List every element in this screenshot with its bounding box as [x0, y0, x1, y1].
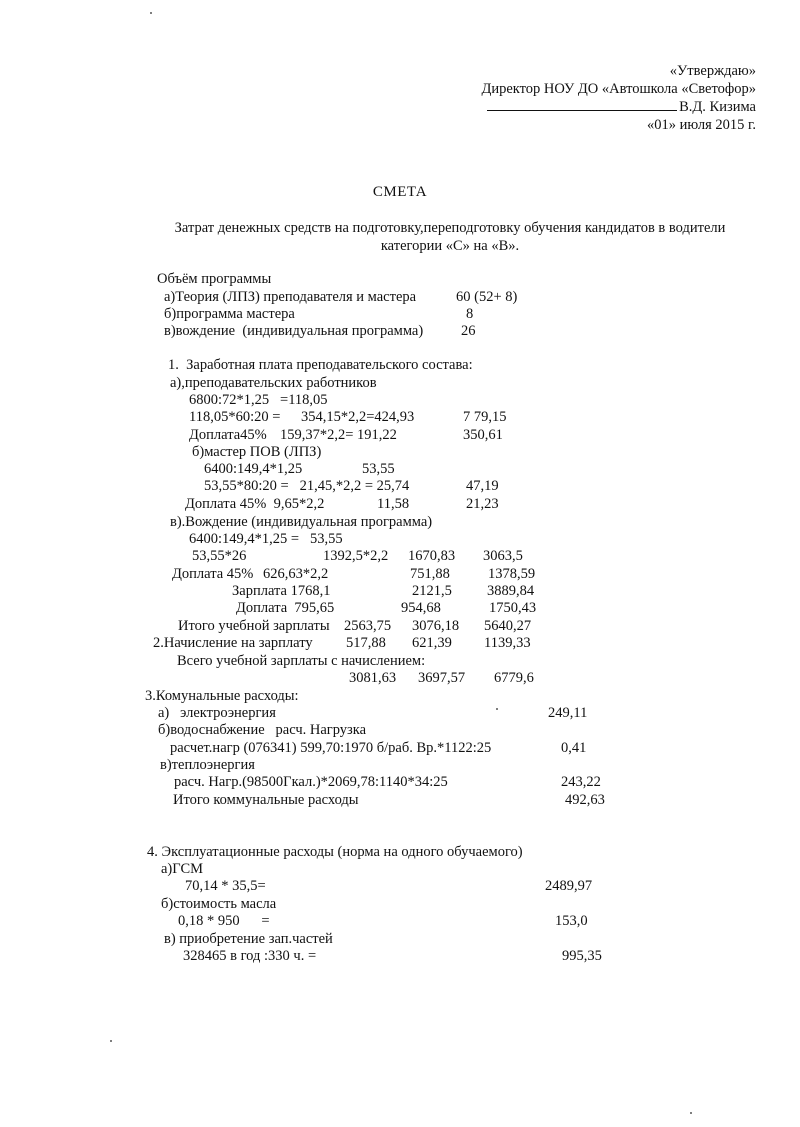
salary-c-row2-c1: Доплата 45%	[172, 566, 254, 582]
salary-b-row1-c2: 47,19	[466, 478, 499, 494]
salary-c-row1-c2: 1392,5*2,2	[323, 548, 389, 564]
operating-fuel-label: а)ГСМ	[161, 861, 204, 877]
accrual-v2: 1139,33	[484, 635, 531, 651]
operating-parts-value: 995,35	[562, 948, 602, 964]
salary-b-label: б)мастер ПОВ (ЛПЗ)	[192, 444, 322, 460]
salary-a-row2-c1: Доплата45%	[189, 427, 267, 443]
utilities-electricity-value: 249,11	[548, 705, 588, 721]
extra-sum-label: Доплата 795,65	[236, 600, 335, 616]
program-heading: Объём программы	[157, 271, 272, 287]
salary-c-row2-c4: 1378,59	[488, 566, 536, 582]
grand-salary-v0: 3081,63	[349, 670, 397, 686]
salary-sum-v1: 2121,5	[412, 583, 452, 599]
accrual-label: 2.Начисление на зарплату	[153, 635, 313, 651]
approval-block	[481, 62, 756, 134]
salary-total-v2: 5640,27	[484, 618, 532, 634]
extra-sum-v2: 1750,43	[489, 600, 537, 616]
director-title: Директор НОУ ДО «Автошкола «Светофор»	[481, 81, 756, 97]
program-item-theory-value: 60 (52+ 8)	[456, 289, 518, 305]
operating-fuel-calc: 70,14 * 35,5=	[185, 878, 266, 894]
operating-parts-label: в) приобретение зап.частей	[164, 931, 333, 947]
salary-c-row1-c1: 53,55*26	[192, 548, 247, 564]
utilities-electricity-label: а) электроэнергия	[158, 705, 276, 721]
utilities-water-value: 0,41	[561, 740, 587, 756]
accrual-v0: 517,88	[346, 635, 386, 651]
approval-date: «01» июля 2015 г.	[647, 117, 756, 133]
utilities-total-value: 492,63	[565, 792, 605, 808]
operating-parts-calc: 328465 в год :330 ч. =	[183, 948, 317, 964]
salary-heading: 1. Заработная плата преподавательского состава:	[168, 357, 473, 373]
salary-c-row2-c2: 626,63*2,2	[263, 566, 329, 582]
director-signature-line	[481, 98, 756, 116]
approval-heading: «Утверждаю»	[669, 63, 756, 79]
salary-total-label: Итого учебной зарплаты	[178, 618, 330, 634]
salary-b-calc-c2: 53,55	[362, 461, 395, 477]
utilities-heading: 3.Комунальные расходы:	[145, 688, 299, 704]
scan-speck	[690, 1112, 692, 1114]
subtitle-line-1: Затрат денежных средств на подготовку,переподготовку обучения кандидатов в водители	[174, 220, 726, 236]
utilities-heat-label: в)теплоэнергия	[160, 757, 255, 773]
salary-b-row2-c3: 21,23	[466, 496, 499, 512]
salary-a-row2-c3: 350,61	[463, 427, 503, 443]
salary-a-label: а),преподавательских работников	[170, 375, 377, 391]
subtitle-line-2: категории «С» на «В».	[380, 238, 520, 254]
scan-speck	[110, 1040, 112, 1042]
utilities-total-label: Итого коммунальные расходы	[173, 792, 359, 808]
signature-blank	[487, 98, 677, 111]
salary-c-row1-c4: 3063,5	[483, 548, 523, 564]
operating-oil-value: 153,0	[555, 913, 588, 929]
director-name: В.Д. Кизима	[679, 99, 756, 115]
salary-b-row2-c2: 11,58	[377, 496, 410, 512]
utilities-water-calc: расчет.нагр (076341) 599,70:1970 б/раб. Вр.*1122:25	[170, 740, 492, 756]
document-subtitle	[150, 219, 750, 255]
salary-a-calc: 6800:72*1,25 =118,05	[189, 392, 328, 408]
utilities-heat-value: 243,22	[561, 774, 601, 790]
salary-sum-label: Зарплата 1768,1	[232, 583, 331, 599]
salary-a-row1-c3: 7 79,15	[463, 409, 507, 425]
extra-sum-v1: 954,68	[401, 600, 441, 616]
salary-a-row2-c2: 159,37*2,2= 191,22	[280, 427, 397, 443]
salary-total-v1: 3076,18	[412, 618, 460, 634]
salary-c-calc: 6400:149,4*1,25 = 53,55	[189, 531, 343, 547]
program-item-theory-label: а)Теория (ЛПЗ) преподавателя и мастера	[164, 289, 417, 305]
utilities-heat-calc: расч. Нагр.(98500Гкал.)*2069,78:1140*34:25	[174, 774, 448, 790]
salary-b-calc-c1: 6400:149,4*1,25	[204, 461, 303, 477]
salary-c-label: в).Вождение (индивидуальная программа)	[170, 514, 433, 530]
program-item-driving-label: в)вождение (индивидуальная программа)	[164, 323, 424, 339]
document-title: СМЕТА	[372, 184, 428, 200]
salary-c-row2-c3: 751,88	[410, 566, 450, 582]
grand-salary-label: Всего учебной зарплаты с начислением:	[177, 653, 426, 669]
salary-b-row2-c1: Доплата 45% 9,65*2,2	[185, 496, 325, 512]
grand-salary-v1: 3697,57	[418, 670, 466, 686]
operating-heading: 4. Эксплуатационные расходы (норма на одного обучаемого)	[147, 844, 523, 860]
salary-total-v0: 2563,75	[344, 618, 392, 634]
operating-fuel-value: 2489,97	[545, 878, 593, 894]
scan-speck	[496, 708, 498, 710]
scan-speck	[150, 12, 152, 14]
program-item-master-label: б)программа мастера	[164, 306, 295, 322]
salary-a-row1-c2: 354,15*2,2=424,93	[301, 409, 415, 425]
program-item-master-value: 8	[466, 306, 474, 322]
accrual-v1: 621,39	[412, 635, 452, 651]
operating-oil-label: б)стоимость масла	[161, 896, 277, 912]
salary-c-row1-c3: 1670,83	[408, 548, 456, 564]
utilities-water-label: б)водоснабжение расч. Нагрузка	[158, 722, 367, 738]
grand-salary-v2: 6779,6	[494, 670, 534, 686]
operating-oil-calc: 0,18 * 950 =	[178, 913, 270, 929]
salary-b-row1-c1: 53,55*80:20 = 21,45,*2,2 = 25,74	[204, 478, 410, 494]
salary-sum-v2: 3889,84	[487, 583, 535, 599]
program-item-driving-value: 26	[461, 323, 476, 339]
salary-a-row1-c1: 118,05*60:20 =	[189, 409, 281, 425]
